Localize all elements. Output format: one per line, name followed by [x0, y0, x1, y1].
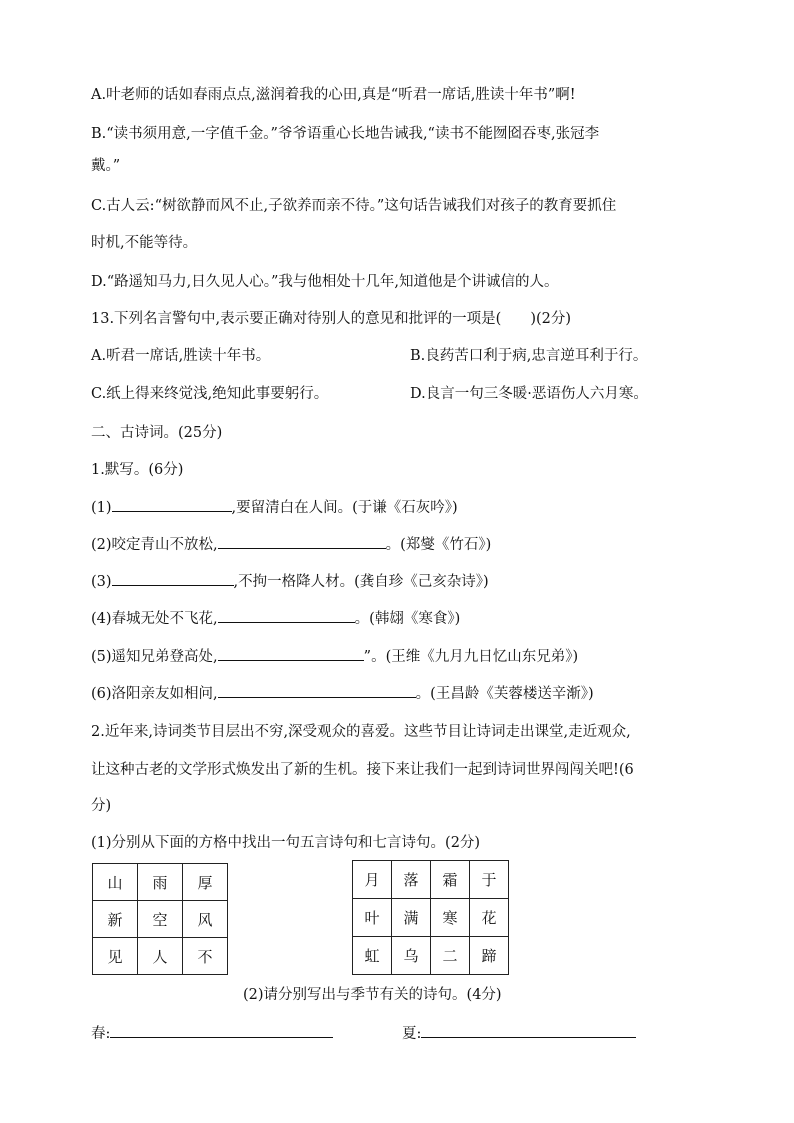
recite-6-prefix: (6)洛阳亲友如相问,	[91, 686, 218, 702]
grid2-cell[interactable]: 霜	[431, 861, 470, 899]
answer-blank-3[interactable]	[112, 571, 234, 586]
recite-1-suffix: ,要留清白在人间。(于谦《石灰吟》)	[231, 500, 458, 516]
section-heading: 二、古诗词。(25分)	[91, 425, 223, 441]
question-13-stem: 13.下列名言警句中,表示要正确对待别人的意见和批评的一项是( )(2分)	[91, 311, 572, 327]
question-2-intro-3: 分)	[91, 798, 112, 814]
grid2-cell[interactable]: 寒	[431, 899, 470, 937]
grid1-cell[interactable]: 空	[138, 901, 183, 938]
answer-blank-2[interactable]	[218, 534, 386, 549]
recite-4-suffix: 。(韩翃《寒食》)	[354, 611, 461, 627]
recite-line-4	[91, 608, 460, 629]
answer-blank-1[interactable]	[112, 497, 232, 512]
grid2-cell[interactable]: 满	[392, 899, 431, 937]
recite-2-prefix: (2)咬定青山不放松,	[91, 537, 218, 553]
grid1-cell[interactable]: 雨	[138, 864, 183, 901]
grid2-cell[interactable]: 叶	[353, 899, 392, 937]
grid1-cell[interactable]: 厚	[183, 864, 228, 901]
question-13-option-a: A.听君一席话,胜读十年书。	[91, 348, 271, 364]
summer-answer-row	[402, 1023, 636, 1044]
option-d: D.“路遥知马力,日久见人心。”我与他相处十几年,知道他是个讲诚信的人。	[91, 274, 559, 290]
answer-blank-4[interactable]	[218, 608, 355, 623]
recite-4-prefix: (4)春城无处不飞花,	[91, 611, 218, 627]
option-a: A.叶老师的话如春雨点点,滋润着我的心田,真是“听君一席话,胜读十年书”啊!	[91, 87, 576, 103]
grid2-cell[interactable]: 花	[470, 899, 509, 937]
recite-3-prefix: (3)	[91, 574, 112, 590]
grid2-cell[interactable]: 乌	[392, 937, 431, 975]
question-2-sub-1: (1)分别从下面的方格中找出一句五言诗句和七言诗句。(2分)	[91, 835, 481, 851]
spring-answer-row	[91, 1023, 333, 1044]
option-c-line2: 时机,不能等待。	[91, 235, 198, 251]
grid1-cell[interactable]: 见	[93, 938, 138, 975]
grid1-cell[interactable]: 风	[183, 901, 228, 938]
recite-line-5	[91, 646, 578, 667]
question-2-sub-2: (2)请分别写出与季节有关的诗句。(4分)	[243, 987, 502, 1003]
spring-label: 春:	[91, 1026, 111, 1042]
grid2-cell[interactable]: 二	[431, 937, 470, 975]
grid1-cell[interactable]: 新	[93, 901, 138, 938]
question-1-title: 1.默写。(6分)	[91, 462, 184, 478]
grid1-cell[interactable]: 山	[93, 864, 138, 901]
recite-line-3	[91, 571, 489, 592]
recite-6-suffix: 。(王昌龄《芙蓉楼送辛渐》)	[415, 686, 594, 702]
spring-answer-blank[interactable]	[110, 1023, 333, 1038]
grid2-cell[interactable]: 于	[470, 861, 509, 899]
question-13-option-c: C.纸上得来终觉浅,绝知此事要躬行。	[91, 386, 329, 402]
recite-2-suffix: 。(郑燮《竹石》)	[385, 537, 492, 553]
grid2-cell[interactable]: 蹄	[470, 937, 509, 975]
grid1-cell[interactable]: 不	[183, 938, 228, 975]
option-b-line1: B.“读书须用意,一字值千金。”爷爷语重心长地告诫我,“读书不能囫囵吞枣,张冠李	[91, 126, 600, 142]
grid2-cell[interactable]: 月	[353, 861, 392, 899]
summer-label: 夏:	[402, 1026, 422, 1042]
question-2-intro-2: 让这种古老的文学形式焕发出了新的生机。接下来让我们一起到诗词世界闯闯关吧!(6	[91, 762, 634, 778]
grid2-cell[interactable]: 落	[392, 861, 431, 899]
recite-line-2	[91, 534, 491, 555]
question-2-intro-1: 2.近年来,诗词类节目层出不穷,深受观众的喜爱。这些节目让诗词走出课堂,走近观众,	[91, 724, 631, 740]
character-grid-3x4	[352, 860, 509, 975]
question-13-option-b: B.良药苦口利于病,忠言逆耳利于行。	[410, 348, 648, 364]
recite-5-prefix: (5)遥知兄弟登高处,	[91, 649, 218, 665]
option-c-line1: C.古人云:“树欲静而风不止,子欲养而亲不待。”这句话告诫我们对孩子的教育要抓住	[91, 198, 617, 214]
recite-3-suffix: ,不拘一格降人材。(龚自珍《己亥杂诗》)	[233, 574, 489, 590]
answer-blank-5[interactable]	[218, 646, 364, 661]
question-13-option-d: D.良言一句三冬暖·恶语伤人六月寒。	[410, 386, 648, 402]
character-grid-3x3	[92, 863, 228, 975]
grid2-cell[interactable]: 虹	[353, 937, 392, 975]
recite-1-prefix: (1)	[91, 500, 112, 516]
option-b-line2: 戴。”	[91, 158, 121, 174]
answer-blank-6[interactable]	[218, 683, 416, 698]
recite-5-suffix: ”。(王维《九月九日忆山东兄弟》)	[363, 649, 579, 665]
grid1-cell[interactable]: 人	[138, 938, 183, 975]
recite-line-1	[91, 497, 458, 518]
recite-line-6	[91, 683, 594, 704]
summer-answer-blank[interactable]	[421, 1023, 636, 1038]
